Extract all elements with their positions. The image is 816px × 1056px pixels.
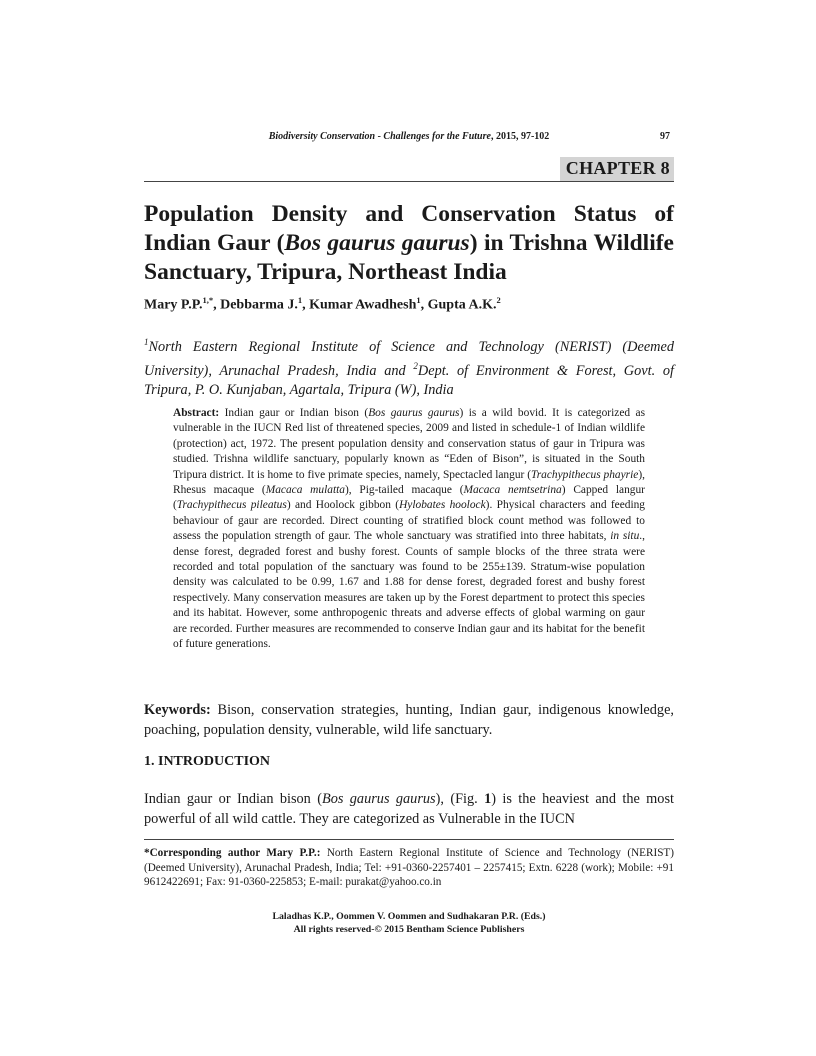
article-title: [144, 200, 674, 287]
footnote-divider: [144, 839, 674, 840]
figure-reference: 1: [484, 791, 492, 807]
introduction-paragraph: [144, 789, 674, 829]
affiliation-text: Dept. of Environment & Forest, Govt. of Tripura, P. O. Kunjaban, Agartala, Tripura (W), India: [144, 362, 674, 398]
abstract-text: ), Rhesus macaque (: [173, 468, 645, 497]
footnote-label: *Corresponding author Mary P.P.:: [144, 847, 321, 859]
author-separator: ,: [213, 297, 221, 313]
species-name: Trachypithecus pileatus: [176, 499, 287, 512]
abstract-label: Abstract:: [173, 407, 220, 419]
body-text: ), (Fig.: [435, 791, 485, 807]
species-name: Trachypithecus phayrie: [531, 468, 639, 481]
page-number: 97: [660, 131, 670, 142]
editors-line: Laladhas K.P., Oommen V. Oommen and Sudhakaran P.R. (Eds.): [272, 911, 546, 922]
affiliation-text: North Eastern Regional Institute of Science and Technology (NERIST) (Deemed University), Arunachal Pradesh, India and: [144, 338, 674, 379]
author-separator: ,: [302, 297, 310, 313]
abstract-text: ). Physical characters and feeding behaviour of gaur are recorded. Direct counting of stratified block count method was followed to assess the population strength of gaur. The whole sanctuary was stratified into three habitats,: [173, 499, 646, 543]
abstract-text: ., dense forest, degraded forest and bushy forest. Counts of sample blocks of the three strata were recorded and total population of the sanctuary was found to be 255±139. Stratum-wise population density was calculated to be 0.99, 1.67 and 1.88 for dense forest, degraded forest and bushy forest respectively. Many conservation measures are taken up by the Forest department to protect this species and its habitat. However, some anthropogenic threats and adverse effects of global warming on gaur are recorded. Further measures are recommended to conserve Indian gaur and its habitat for the benefit of future generations.: [173, 530, 645, 651]
journal-name: Biodiversity Conservation - Challenges for the Future: [268, 131, 491, 142]
author-affiliation-mark: 1,*: [202, 295, 214, 305]
page-footer: [144, 910, 674, 936]
chapter-divider: [144, 181, 674, 182]
chapter-label: CHAPTER 8: [560, 157, 674, 181]
abstract-text: ) is a wild bovid. It is categorized as vulnerable in the IUCN Red list of threatened species, 2009 and listed in schedule-1 of Indian wildlife (protection) act, 1972. The present population density and conservation status of gaur in Tripura was studied. Trishna wildlife sanctuary, popularly known as “Eden of Bison”, is situated in the South Tripura district. It is home to five primate species, namely, Spectacled langur (: [173, 407, 645, 481]
author-separator: ,: [420, 297, 428, 313]
species-name: Bos gaurus gaurus: [321, 791, 436, 807]
author-affiliation-mark: 2: [496, 295, 501, 305]
corresponding-author-footnote: [144, 846, 674, 890]
author-list: [144, 295, 501, 314]
affiliation: [144, 333, 674, 400]
author-affiliation-mark: 1: [297, 295, 303, 305]
species-name: Hylobates hoolock: [399, 499, 486, 512]
affiliation-mark: 1: [144, 337, 149, 347]
affiliation-mark: 2: [413, 360, 418, 371]
abstract-text: Indian gaur or Indian bison (: [219, 407, 369, 419]
title-part-1: Population Density and Conservation Status of Indian Gaur (: [144, 201, 674, 256]
body-text: Indian gaur or Indian bison (: [144, 791, 322, 807]
author-name: Kumar Awadhesh: [309, 297, 417, 313]
abstract-text: ) and Hoolock gibbon (: [286, 499, 400, 512]
species-name: Macaca mulatta: [265, 484, 345, 497]
species-name: Macaca nemtsetrina: [463, 484, 562, 497]
journal-citation: , 2015, 97-102: [490, 131, 550, 142]
author-name: Gupta A.K.: [427, 297, 497, 313]
keywords: [144, 700, 674, 740]
keywords-label: Keywords:: [144, 702, 211, 718]
keywords-text: Bison, conservation strategies, hunting, Indian gaur, indigenous knowledge, poaching, population density, vulnerable, wild life sanctuary.: [144, 702, 674, 738]
author-name: Debbarma J.: [220, 297, 298, 313]
latin-term: in situ: [610, 530, 640, 543]
body-text: ) is the heaviest and the most powerful of all wild cattle. They are categorized as Vulnerable in the IUCN: [144, 791, 674, 827]
title-part-2: ) in Trishna Wildlife Sanctuary, Tripura, Northeast India: [144, 230, 674, 285]
species-name: Bos gaurus gaurus: [368, 407, 460, 419]
running-header: [144, 131, 674, 142]
author-name: Mary P.P.: [144, 297, 203, 313]
section-heading: 1. INTRODUCTION: [144, 754, 271, 769]
copyright-line: All rights reserved-© 2015 Bentham Science Publishers: [293, 924, 525, 935]
abstract-text: ) Capped langur (: [173, 484, 645, 512]
abstract: [173, 406, 645, 653]
abstract-text: ), Pig-tailed macaque (: [344, 484, 464, 497]
author-affiliation-mark: 1: [416, 295, 421, 305]
title-species: Bos gaurus gaurus: [284, 230, 470, 256]
footnote-text: North Eastern Regional Institute of Science and Technology (NERIST) (Deemed University), Arunachal Pradesh, India; Tel: +91-0360-2257401 – 2257415; Extn. 6228 (work); Mobile: +91 9612422691; Fax: 91-0360-225853; E-mail: purakat@yahoo.co.in: [144, 847, 674, 888]
